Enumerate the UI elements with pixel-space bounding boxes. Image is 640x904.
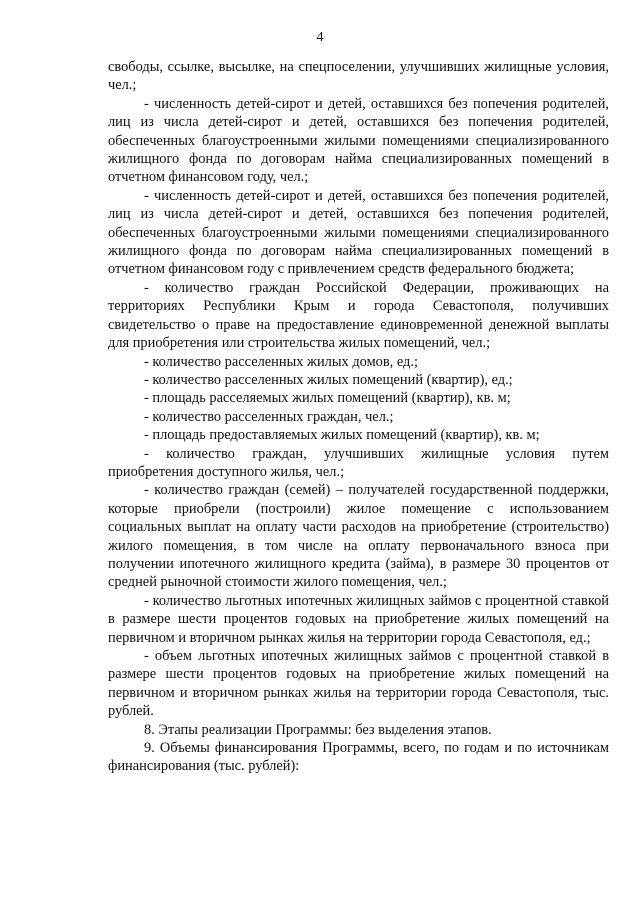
indicator-orphans-housed-federal: - численность детей-сирот и детей, оставшихся без попечения родителей, лиц из числа детей-сирот и детей, оставшихся без попечения родителей, обеспеченных благоустроенными жилыми помещениями специализированного жилищного фонда по договорам найма специализированных помещений в отчетном финансовом году с привлечением средств федерального бюджета; [108, 187, 609, 278]
indicator-houses-resettled: - количество расселенных жилых домов, ед.; [144, 353, 418, 370]
indicator-mortgage-loans-count: - количество льготных ипотечных жилищных займов с процентной ставкой в размере шести процентов годовых на приобретение жилых помещений на первичном и вторичном рынках жилья на территории города Севастополя, ед.; [108, 592, 609, 646]
indicator-area-provided: - площадь предоставляемых жилых помещений (квартир), кв. м; [144, 427, 540, 444]
document-body [108, 58, 609, 776]
indicator-affordable-housing: - количество граждан, улучшивших жилищные условия путем приобретения доступного жилья, чел.; [108, 445, 609, 480]
indicator-social-payments: - количество граждан (семей) – получателей государственной поддержки, которые приобрели (построили) жилое помещение с использованием социальных выплат на оплату части расходов на приобретение (строительство) жилого помещения, в том числе на оплату первоначального взноса при получении ипотечного жилищного кредита (займа), в размере 30 процентов от средней рыночной стоимости жилого помещения, чел.; [108, 482, 609, 591]
indicator-mortgage-loans-volume: - объем льготных ипотечных жилищных займов с процентной ставкой в размере шести процентов годовых на приобретение жилых помещений на первичном и вторичном рынках жилья на территории города Севастополя, тыс. рублей. [108, 648, 609, 720]
indicator-citizens-certificate: - количество граждан Российской Федерации, проживающих на территориях Республики Крым и города Севастополя, получивших свидетельство о праве на предоставление единовременной денежной выплаты для приобретения или строительства жилых помещений, чел.; [108, 279, 609, 352]
page-number: 4 [316, 30, 324, 45]
indicator-orphans-housed: - численность детей-сирот и детей, оставшихся без попечения родителей, лиц из числа детей-сирот и детей, оставшихся без попечения родителей, обеспеченных благоустроенными жилыми помещениями специализированного жилищного фонда по договорам найма специализированных помещений в отчетном финансовом году, чел.; [108, 95, 609, 186]
program-stages: 8. Этапы реализации Программы: без выделения этапов. [144, 721, 492, 738]
indicator-area-resettled: - площадь расселяемых жилых помещений (квартир), кв. м; [144, 390, 511, 407]
indicator-apartments-resettled: - количество расселенных жилых помещений (квартир), ед.; [144, 371, 513, 388]
indicator-citizens-resettled: - количество расселенных граждан, чел.; [144, 408, 394, 425]
paragraph-continuation: свободы, ссылке, высылке, на спецпоселении, улучшивших жилищные условия, чел.; [108, 59, 609, 94]
program-funding: 9. Объемы финансирования Программы, всего, по годам и по источникам финансирования (тыс. рублей): [108, 740, 609, 775]
